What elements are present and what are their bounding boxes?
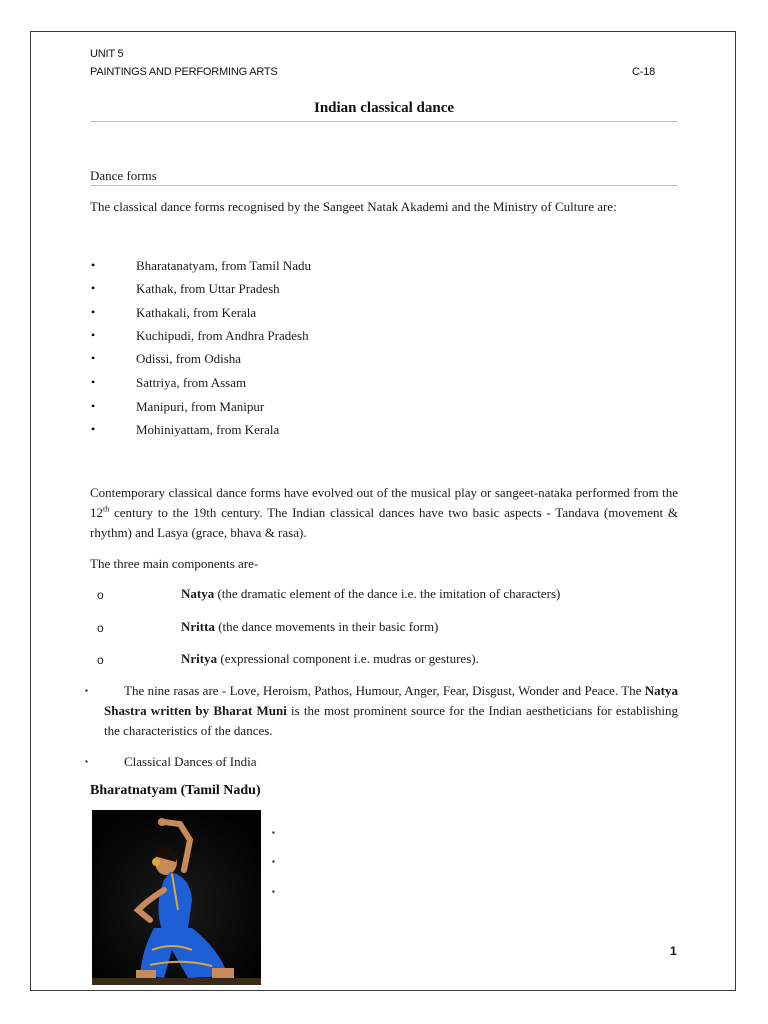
ordinal-suffix: th [103,504,110,514]
intro-paragraph: The classical dance forms recognised by the Sangeet Natak Akademi and the Ministry of Culture are: [90,199,617,214]
contemporary-paragraph [90,483,678,543]
component-term: Nritya [181,651,218,666]
list-item: Kuchipudi, from Andhra Pradesh [136,328,309,343]
square-bullet-icon: ▪ [272,857,275,866]
section-rule [90,185,678,186]
bullet-icon: • [91,328,96,342]
bullet-icon: • [91,375,96,389]
component-desc: (the dance movements in their basic form) [214,619,439,634]
list-item: Odissi, from Odisha [136,351,242,366]
component-item [181,651,479,667]
list-item: Mohiniyattam, from Kerala [136,422,280,437]
circle-bullet-icon: o [97,653,104,667]
paragraph-text: is the most prominent source for the Indian aestheticians for establishing the characteristics of the dances. [104,703,678,738]
square-bullet-icon: ▪ [272,887,275,896]
list-item: Kathakali, from Kerala [136,305,257,320]
list-item: Kathak, from Uttar Pradesh [136,281,280,296]
component-desc: (expressional component i.e. mudras or gestures). [217,651,479,666]
paragraph-text: century to the 19th century. The Indian classical dances have two basic aspects - Tandava (movement & rhythm) and Lasya (grace, bhava & rasa). [90,505,678,540]
paragraph-text: The nine rasas are - Love, Heroism, Pathos, Humour, Anger, Fear, Disgust, Wonder and Peace. The [124,683,645,698]
list-item: Bharatanatyam, from Tamil Nadu [136,258,312,273]
subject-label: PAINTINGS AND PERFORMING ARTS [90,66,278,78]
component-desc: (the dramatic element of the dance i.e. the imitation of characters) [214,586,561,601]
unit-label: UNIT 5 [90,48,124,60]
component-item [181,586,560,602]
course-code: C-18 [632,66,656,78]
bullet-icon: • [91,281,96,295]
component-term: Natya [181,586,215,601]
bullet-icon: • [91,351,96,365]
classical-dances-heading: Classical Dances of India [124,754,257,769]
page-title: Indian classical dance [313,100,455,116]
square-bullet-icon: ▪ [85,686,88,695]
title-rule [90,121,678,122]
square-bullet-icon: ▪ [85,757,88,766]
bullet-icon: • [91,258,96,272]
section-heading: Dance forms [90,168,157,183]
dancer-illustration [92,810,261,985]
component-term: Nritta [181,619,215,634]
list-item: Sattriya, from Assam [136,375,247,390]
list-item: Manipuri, from Manipur [136,399,265,414]
bharatnatyam-dancer-photo [92,810,261,985]
circle-bullet-icon: o [97,588,104,602]
bold-text: Natya Shastra written by Bharat Muni [104,683,678,718]
component-item [181,619,438,635]
square-bullet-icon: ▪ [272,828,275,837]
rasas-paragraph [104,681,678,741]
components-intro: The three main components are- [90,556,259,571]
bullet-icon: • [91,399,96,413]
paragraph-text: Contemporary classical dance forms have evolved out of the musical play or sangeet-nataka performed from the 12 [90,485,678,520]
bullet-icon: • [91,422,96,436]
bharatnatyam-heading: Bharatnatyam (Tamil Nadu) [90,783,261,798]
bullet-icon: • [91,305,96,319]
page-number: 1 [670,944,677,958]
circle-bullet-icon: o [97,621,104,635]
